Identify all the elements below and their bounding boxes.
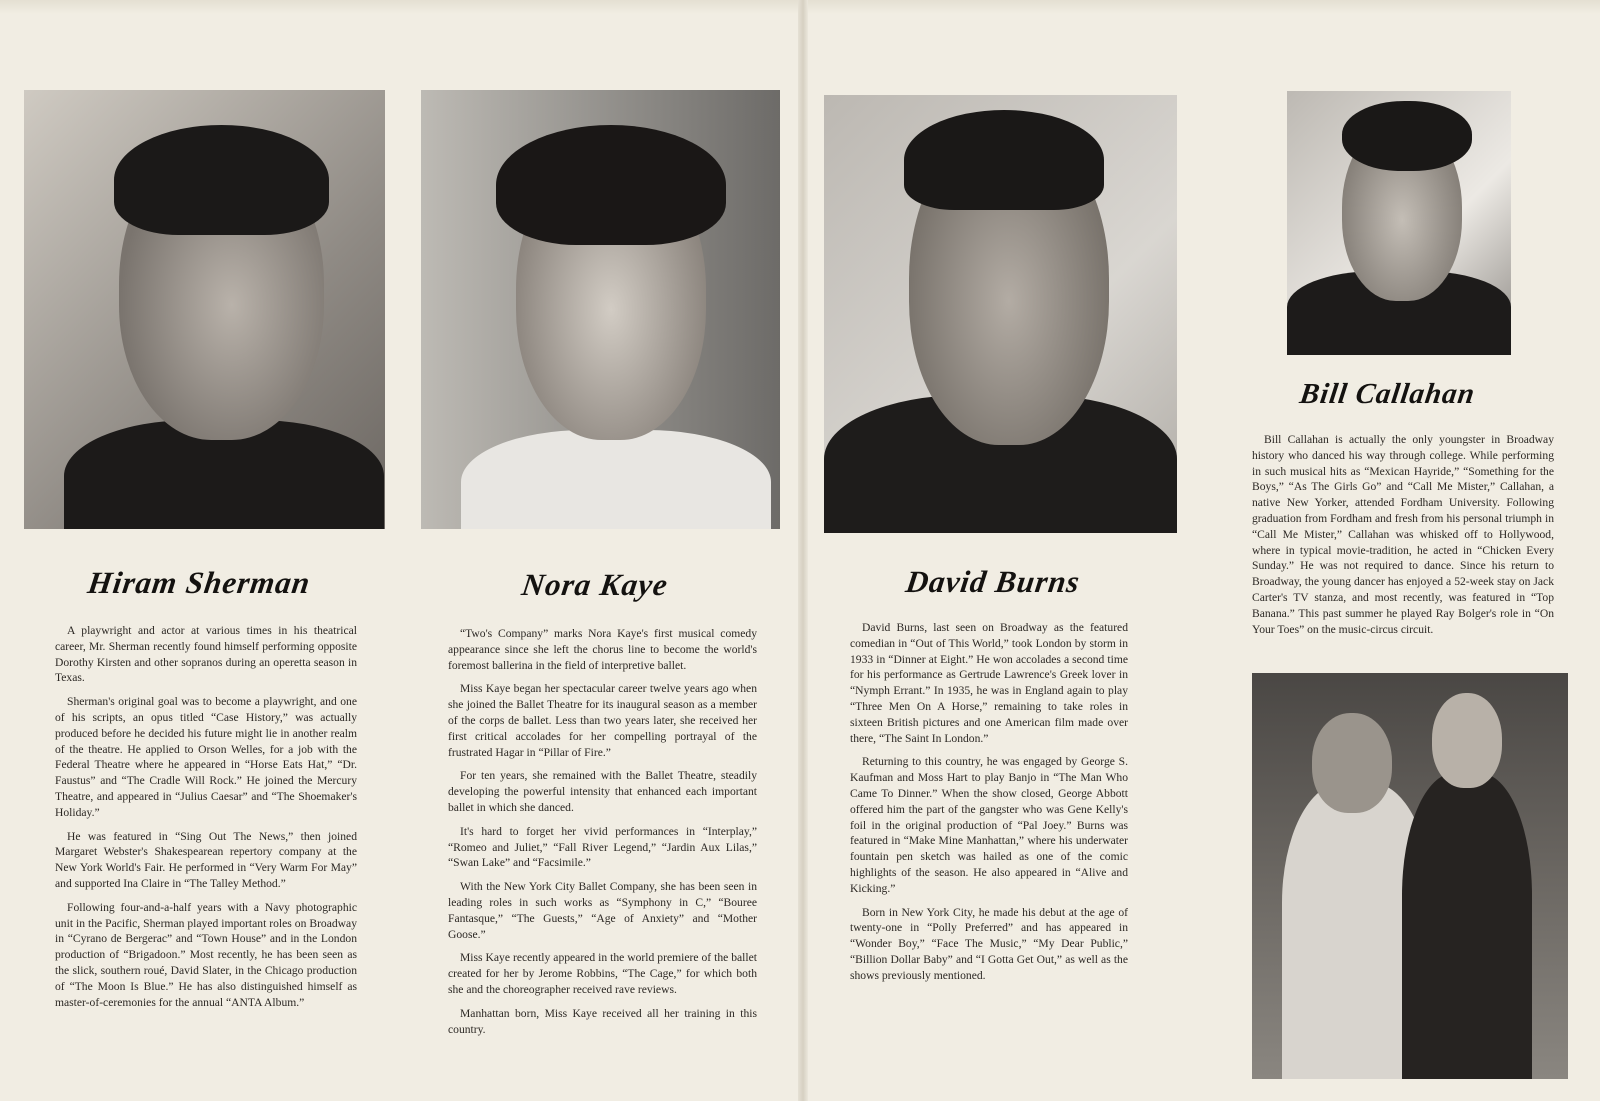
bio-paragraph: He was featured in “Sing Out The News,” then joined Margaret Webster's Shakespearean repertory company at the New York World's Fair. He performed in “Very Warm For May” and supported Ina Claire in “The Talley Method.” <box>55 829 357 890</box>
bio-paragraph: Miss Kaye recently appeared in the world premiere of the ballet created for her by Jerome Robbins, “The Cage,” for which both she and the choreographer received rave reviews. <box>448 951 757 996</box>
bill-callahan-name: Bill Callahan <box>1297 378 1478 410</box>
hiram-sherman-name: Hiram Sherman <box>85 565 313 600</box>
bio-paragraph: Returning to this country, he was engaged by George S. Kaufman and Moss Hart to play Banjo in “The Man Who Came To Dinner.” When the show closed, George Abbott offered him the part of the gangster who was Gene Kelly's foil in the original production of “Pal Joey.” Burns was featured in “Make Mine Manhattan,” where his underwater fountain pen sketch was hailed as one of the comic highlights of the season. He also appeared in “Alive and Kicking.” <box>850 755 1128 895</box>
bio-paragraph: “Two's Company” marks Nora Kaye's first musical comedy appearance since she left the chorus line to become the world's foremost ballerina in the field of interpretive ballet. <box>448 627 757 672</box>
bio-paragraph: Miss Kaye began her spectacular career twelve years ago when she joined the Ballet Theatre for its inaugural season as a member of the corps de ballet. Less than two years later, she received her first critical accolades for her compelling portrayal of the frustrated Hagar in “Pillar of Fire.” <box>448 682 757 759</box>
stage-scene-photo <box>1252 673 1568 1079</box>
nora-kaye-name: Nora Kaye <box>519 567 671 602</box>
bio-paragraph: Born in New York City, he made his debut at the age of twenty-one in “Polly Preferred” and has appeared in “Wonder Boy,” “Face The Music,” “My Dear Public,” “Billion Dollar Baby” and “I Gotta Get Out,” as well as the shows previously mentioned. <box>850 905 1128 982</box>
bio-paragraph: It's hard to forget her vivid performances in “Interplay,” “Romeo and Juliet,” “Fall River Legend,” “Jardin Aux Lilas,” “Swan Lake” and “Facsimile.” <box>448 824 757 870</box>
bio-paragraph: Sherman's original goal was to become a playwright, and one of his scripts, an opus titled “Case History,” was actually produced before he decided his future might lie in another realm of the theatre. He applied to Orson Welles, for a job with the Federal Theatre where he appeared in “Horse Eats Hat,” “Dr. Faustus” and “The Cradle Will Rock.” He joined the Mercury Theatre, and appeared in “Julius Caesar” and “The Shoemaker's Holiday.” <box>55 695 357 819</box>
david-burns-photo <box>824 95 1177 533</box>
david-burns-bio <box>850 620 1128 992</box>
hiram-sherman-bio <box>55 623 357 1018</box>
bio-paragraph: For ten years, she remained with the Ballet Theatre, steadily developing the powerful intensity that enhanced each important ballet in which she danced. <box>448 769 757 814</box>
bio-paragraph: Following four-and-a-half years with a Navy photographic unit in the Pacific, Sherman played important roles on Broadway in “Cyrano de Bergerac” and “Town House” and in the London production of “Brigadoon.” Most recently, he has been seen as the slick, southern roué, David Slater, in the Chicago production of “The Moon Is Blue.” He has also distinguished himself as master-of-ceremonies for the annual “ANTA Album.” <box>55 900 357 1009</box>
page-spine <box>798 0 808 1101</box>
bio-paragraph: David Burns, last seen on Broadway as the featured comedian in “Out of This World,” took London by storm in 1933 in “Dinner at Eight.” He won accolades a second time for his performance as Gertrude Lawrence's Greek lover in “Nymph Errant.” In 1935, he was in England again to play “Three Men On A Horse,” remaining to take roles in sixteen British pictures and one American film made over there, “The Saint In London.” <box>850 621 1128 745</box>
hiram-sherman-photo <box>24 90 385 529</box>
bio-paragraph: Bill Callahan is actually the only youngster in Broadway history who danced his way through college. While performing in such musical hits as “Mexican Hayride,” “Something for the Boys,” “As The Girls Go” and “Call Me Mister,” Callahan, a native New Yorker, attended Fordham University. Following graduation from Fordham and fresh from his personal triumph in “Call Me Mister,” Callahan was whisked off to Hollywood, where in typical movie-tradition, he acted in “Chicken Every Sunday.” He was not required to dance. Since his return to Broadway, the young dancer has enjoyed a 52-week stay on Jack Carter's TV stanza, and most recently, was featured in “Top Banana.” This past summer he played Ray Bolger's role in “On Your Toes” on the music-circus circuit. <box>1252 433 1554 636</box>
bio-paragraph: Manhattan born, Miss Kaye received all her training in this country. <box>448 1006 757 1036</box>
bill-callahan-bio <box>1252 432 1554 645</box>
bill-callahan-photo <box>1287 91 1511 355</box>
nora-kaye-bio <box>448 626 757 1045</box>
bio-paragraph: A playwright and actor at various times in his theatrical career, Mr. Sherman recently found himself performing opposite Dorothy Kirsten and other sopranos during an operetta season in Texas. <box>55 624 357 685</box>
david-burns-name: David Burns <box>903 564 1083 599</box>
nora-kaye-photo <box>421 90 780 529</box>
bio-paragraph: With the New York City Ballet Company, she has been seen in leading roles in such works as “Symphony in C,” “Bouree Fantasque,” “The Guests,” “Age of Anxiety” and “Mother Goose.” <box>448 880 757 941</box>
